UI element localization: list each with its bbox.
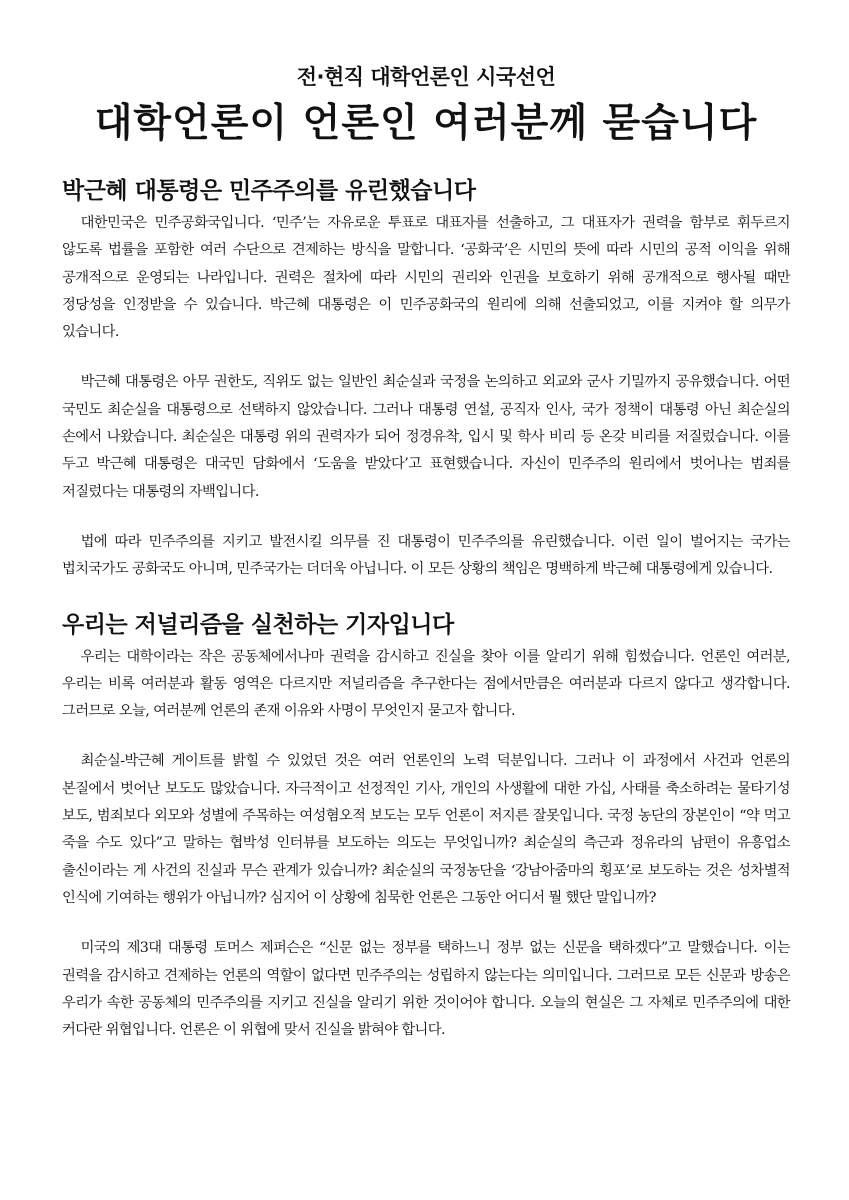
section-heading: 우리는 저널리즘을 실천하는 기자입니다: [62, 611, 454, 638]
statement-subtitle: 전·현직 대학언론인 시국선언: [296, 65, 556, 89]
paragraph: 박근혜 대통령은 아무 권한도, 직위도 없는 일반인 최순실과 국정을 논의하고 외교와 군사 기밀까지 공유했습니다. 어떤 국민도 최순실을 대통령으로 선택하지 않았습니다. 그러나 대통령 연설, 공직자 인사, 국가 정책이 대통령 아닌 최순실의 손에서 나왔습니다. 최순실은 대통령 위의 권력자가 되어 정경유착, 입시 및 학사 비리 등 온갖 비리를 저질렀습니다. 이를 두고 박근혜 대통령은 대국민 담화에서 ‘도움을 받았다’고 표현했습니다. 자신이 민주주의 원리에서 벗어나는 범죄를 저질렀다는 대통령의 자백입니다.: [62, 374, 790, 500]
statement-page: [62, 62, 790, 1044]
paragraph: 우리는 대학이라는 작은 공동체에서나마 권력을 감시하고 진실을 찾아 이를 알리기 위해 힘썼습니다. 언론인 여러분, 우리는 비록 여러분과 활동 영역은 다르지만 저널리즘을 추구한다는 점에서만큼은 여러분과 다르지 않다고 생각합니다. 그러므로 오늘, 여러분께 언론의 존재 이유와 사명이 무엇인지 묻고자 합니다.: [62, 648, 790, 720]
section-journalism: [62, 608, 790, 1045]
paragraph: 최순실-박근혜 게이트를 밝힐 수 있었던 것은 여러 언론인의 노력 덕분입니다. 그러나 이 과정에서 사건과 언론의 본질에서 벗어난 보도도 많았습니다. 자극적이고 선정적인 기사, 개인의 사생활에 대한 가십, 사태를 축소하려는 물타기성 보도, 범죄보다 외모와 성별에 주목하는 여성혐오적 보도는 모두 언론이 저지른 잘못입니다. 국정 농단의 장본인이 “약 먹고 죽을 수도 있다”고 말하는 협박성 인터뷰를 보도하는 의도는 무엇입니까? 최순실의 측근과 정유라의 남편이 유흥업소 출신이라는 게 사건의 진실과 무슨 관계가 있습니까? 최순실의 국정농단을 ‘강남아줌마의 횡포’로 보도하는 것은 성차별적 인식에 기여하는 행위가 아닙니까? 심지어 이 상황에 침묵한 언론은 그동안 어디서 뭘 했단 말입니까?: [62, 753, 790, 906]
section-president: [62, 174, 790, 584]
paragraph: 대한민국은 민주공화국입니다. ‘민주’는 자유로운 투표로 대표자를 선출하고, 그 대표자가 권력을 함부로 휘두르지 않도록 법률을 포함한 여러 수단으로 견제하는 방식을 말합니다. ‘공화국’은 시민의 뜻에 따라 시민의 공적 이익을 위해 공개적으로 운영되는 나라입니다. 권력은 절차에 따라 시민의 권리와 인권을 보호하기 위해 공개적으로 행사될 때만 정당성을 인정받을 수 있습니다. 박근혜 대통령은 이 민주공화국의 원리에 의해 선출되었고, 이를 지켜야 할 의무가 있습니다.: [62, 215, 790, 341]
section-heading: 박근혜 대통령은 민주주의를 유린했습니다: [62, 178, 476, 204]
statement-title: 대학언론이 언론인 여러분께 묻습니다: [94, 101, 758, 146]
paragraph: 미국의 제3대 대통령 토머스 제퍼슨은 “신문 없는 정부를 택하느니 정부 없는 신문을 택하겠다”고 말했습니다. 이는 권력을 감시하고 견제하는 언론의 역할이 없다면 민주주의는 성립하지 않는다는 의미입니다. 그러므로 모든 신문과 방송은 우리가 속한 공동체의 민주주의를 지키고 진실을 알리기 위한 것이어야 합니다. 오늘의 현실은 그 자체로 민주주의에 대한 커다란 위협입니다. 언론은 이 위협에 맞서 진실을 밝혀야 합니다.: [62, 940, 790, 1039]
paragraph: 법에 따라 민주주의를 지키고 발전시킬 의무를 진 대통령이 민주주의를 유린했습니다. 이런 일이 벌어지는 국가는 법치국가도 공화국도 아니며, 민주국가는 더더욱 아닙니다. 이 모든 상황의 책임은 명백하게 박근혜 대통령에게 있습니다.: [62, 533, 790, 578]
